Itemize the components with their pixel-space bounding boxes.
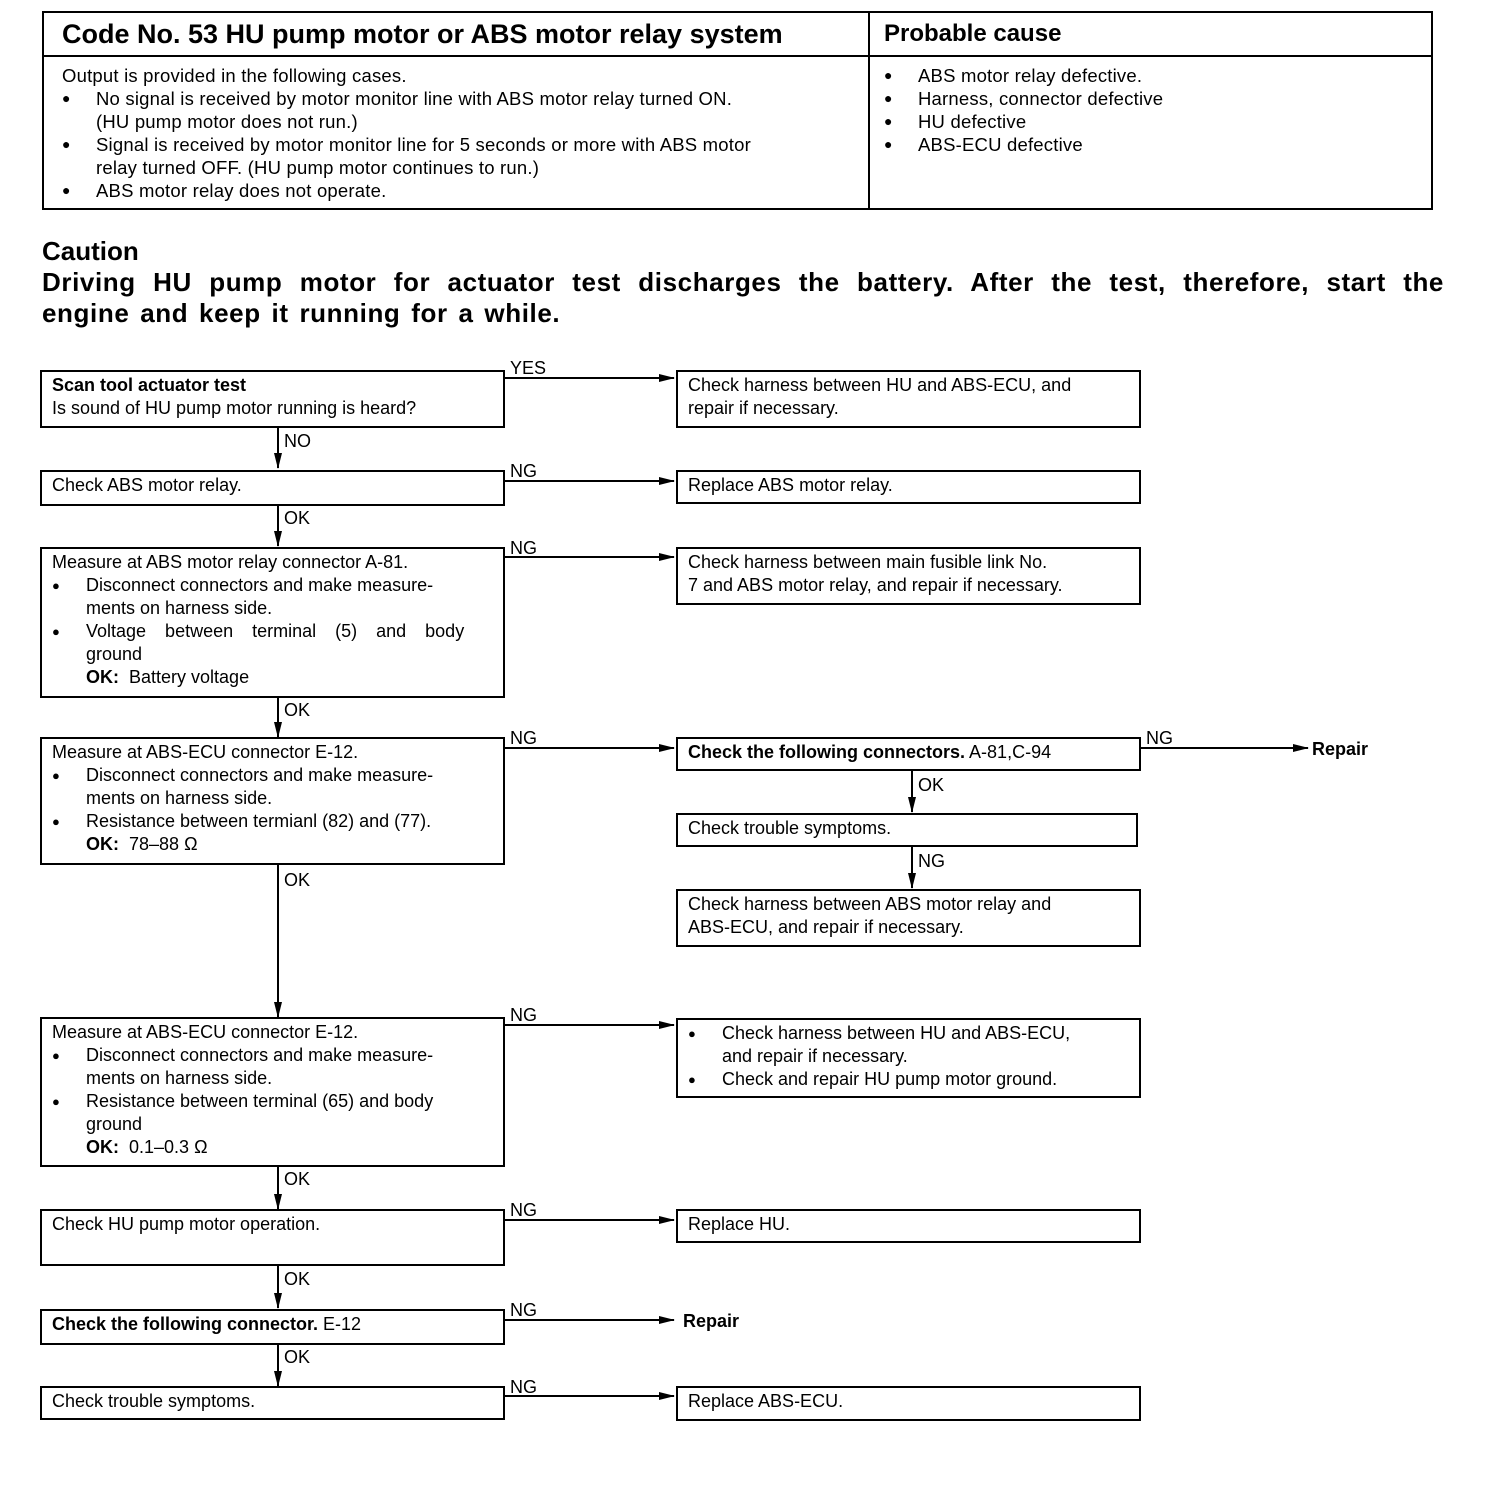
- cause-item: ● Harness, connector defective: [884, 88, 1164, 109]
- result-replace-abs-motor-relay: Replace ABS motor relay.: [676, 470, 1141, 504]
- result-replace-hu: Replace HU.: [676, 1209, 1141, 1243]
- ng-label: NG: [1146, 728, 1173, 748]
- ng-label: NG: [918, 851, 945, 871]
- ng-label: NG: [510, 1300, 537, 1320]
- step-check-abs-motor-relay: Check ABS motor relay.: [40, 470, 505, 506]
- ok-label: OK: [284, 508, 311, 528]
- sub-check-harness-relay-ecu: Check harness between ABS motor relay and ABS-ECU, and repair if necessary.: [676, 889, 1141, 947]
- probable-cause-title: Probable cause: [870, 13, 1431, 57]
- bullet-icon: ●: [52, 578, 60, 593]
- bullet-icon: ●: [52, 1048, 60, 1063]
- bullet-icon: ●: [52, 624, 60, 639]
- step-measure-ecu-connector-e12-terminal-65: Measure at ABS-ECU connector E-12. ● Disconnect connectors and make measure- ments on harness side. ● Resistance between terminal (65) and body ground OK: 0.1–0.3 Ω: [40, 1017, 505, 1167]
- code-title: Code No. 53 HU pump motor or ABS motor relay system: [44, 13, 868, 57]
- result-replace-abs-ecu: Replace ABS-ECU.: [676, 1386, 1141, 1421]
- bullet-icon: ●: [884, 136, 893, 152]
- bullet-icon: ●: [688, 1072, 696, 1087]
- bullet-icon: ●: [52, 1094, 60, 1109]
- case-item: ● No signal is received by motor monitor line with ABS motor relay turned ON. (HU pump motor does not run.): [62, 88, 733, 132]
- result-check-harness-fusible-link: Check harness between main fusible link No. 7 and ABS motor relay, and repair if necessary.: [676, 547, 1141, 605]
- ng-label: NG: [510, 461, 537, 481]
- repair-label: Repair: [1312, 739, 1369, 759]
- cause-item: ● HU defective: [884, 111, 1027, 132]
- result-check-harness-and-ground: ● Check harness between HU and ABS-ECU, and repair if necessary. ● Check and repair HU pump motor ground.: [676, 1018, 1141, 1098]
- bullet-icon: ●: [52, 814, 60, 829]
- sub-check-trouble-symptoms: Check trouble symptoms.: [676, 813, 1138, 847]
- ng-label: NG: [510, 1200, 537, 1220]
- cause-item: ● ABS motor relay defective.: [884, 65, 1143, 86]
- ng-label: NG: [510, 1377, 537, 1397]
- step-scan-tool-actuator-test: Scan tool actuator test Is sound of HU pump motor running is heard?: [40, 370, 505, 428]
- case-item: ● Signal is received by motor monitor line for 5 seconds or more with ABS motor relay turned OFF. (HU pump motor continues to run.): [62, 134, 751, 178]
- ok-label: OK: [284, 870, 311, 890]
- cause-item: ● ABS-ECU defective: [884, 134, 1083, 155]
- output-intro: Output is provided in the following cases.: [62, 65, 407, 86]
- step-measure-relay-connector-a81: Measure at ABS motor relay connector A-81. ● Disconnect connectors and make measure- ments on harness side. ● Voltage between terminal (5) and body ground OK: Battery voltage: [40, 547, 505, 698]
- step-check-hu-pump-motor-operation: Check HU pump motor operation.: [40, 1209, 505, 1266]
- bullet-icon: ●: [884, 67, 893, 83]
- bullet-icon: ●: [688, 1026, 696, 1041]
- ng-label: NG: [510, 538, 537, 558]
- step-measure-ecu-connector-e12-resistance-82-77: Measure at ABS-ECU connector E-12. ● Disconnect connectors and make measure- ments on harness side. ● Resistance between termianl (82) and (77). OK: 78–88 Ω: [40, 737, 505, 865]
- sub-check-connectors-a81-c94: Check the following connectors. A-81,C-94: [676, 737, 1141, 771]
- case-item: ● ABS motor relay does not operate.: [62, 180, 387, 201]
- bullet-icon: ●: [52, 768, 60, 783]
- ng-label: NG: [510, 1005, 537, 1025]
- bullet-icon: ●: [62, 90, 71, 106]
- ok-label: OK: [284, 1269, 311, 1289]
- ng-label: NG: [510, 728, 537, 748]
- ok-label: OK: [918, 775, 945, 795]
- no-label: NO: [284, 431, 311, 451]
- bullet-icon: ●: [884, 90, 893, 106]
- ok-label: OK: [284, 1347, 311, 1367]
- result-check-harness-hu-ecu: Check harness between HU and ABS-ECU, and repair if necessary.: [676, 370, 1141, 428]
- caution-body: Driving HU pump motor for actuator test discharges the battery. After the test, therefore, start the engine and keep it running for a while.: [42, 267, 1444, 328]
- ok-label: OK: [284, 1169, 311, 1189]
- bullet-icon: ●: [62, 136, 71, 152]
- yes-label: YES: [510, 358, 547, 378]
- bullet-icon: ●: [62, 182, 71, 198]
- bullet-icon: ●: [884, 113, 893, 129]
- ok-label: OK: [284, 700, 311, 720]
- caution-title: Caution: [42, 236, 139, 266]
- step-check-connector-e12: Check the following connector. E-12: [40, 1309, 505, 1345]
- step-check-trouble-symptoms: Check trouble symptoms.: [40, 1386, 505, 1420]
- repair-label: Repair: [683, 1311, 740, 1331]
